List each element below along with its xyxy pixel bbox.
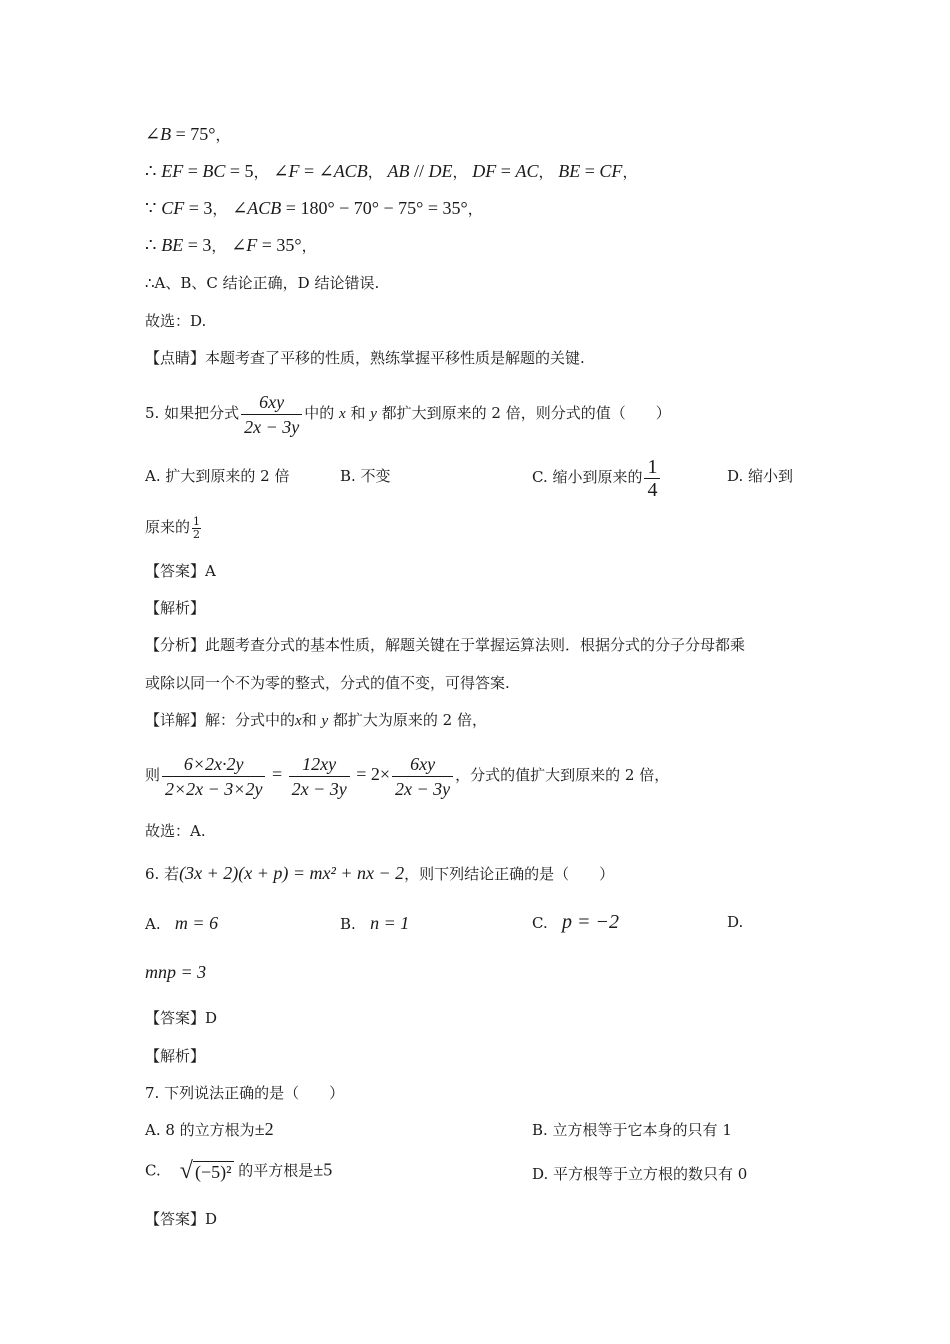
- question-6-stem: 6. 若(3x + 2)(x + p) = mx² + nx − 2，则下列结论正确的是（ ）: [145, 863, 615, 883]
- question-5-stem: 5. 如果把分式 $\frac{6xy}{2x - 3y}$ 中的 x 和 y 都扩大到原来的 2 倍，则分式的值（ ）: [145, 391, 671, 437]
- q6-option-a: A. m = 6: [145, 913, 219, 933]
- fraction-derivation-2: $\frac{12xy}{2x - 3y}$: [289, 752, 350, 801]
- q5-derivation: 则 $\frac{6\times 2x\cdot 2y}{2\times 2x - 3\times 2y}$ = $\frac{12xy}{2x - 3y}$ = 2× $\frac{6xy}{2x - 3y}$ ，分式的值扩大到原来的 2 倍，: [145, 753, 670, 799]
- q7-option-c: C. √ (−5)² 的平方根是±5: [145, 1158, 333, 1184]
- q5-fenxi-line-2: 或除以同一个不为零的整式，分式的值不变，可得答案.: [145, 674, 510, 692]
- fraction-derivation-3: $\frac{6xy}{2x - 3y}$: [392, 752, 453, 801]
- q6-option-d-value: mnp = 3: [145, 962, 207, 982]
- q5-xiangjie: 【详解】解：分式中的x和 y 都扩大为原来的 2 倍，: [145, 711, 487, 729]
- q5-option-b: B. 不变: [340, 467, 391, 485]
- q5-answer: 【答案】A: [145, 562, 216, 580]
- q5-fenxi-line-1: 【分析】此题考查分式的基本性质，解题关键在于掌握运算法则．根据分式的分子分母都乘: [145, 636, 746, 654]
- q7-answer: 【答案】D: [145, 1210, 218, 1228]
- q5-option-d-cont: 原来的 $\frac{1}{2}$: [145, 514, 201, 541]
- q6-option-b: B. n = 1: [340, 913, 410, 933]
- fraction-6xy: $\frac{6xy}{2x - 3y}$: [241, 390, 302, 439]
- line-because-cf: ∵ CF = 3， ∠ACB = 180° − 70° − 75° = 35°，: [145, 198, 483, 218]
- q7-option-d: D. 平方根等于立方根的数只有 0: [532, 1165, 748, 1183]
- q5-analysis-heading: 【解析】: [145, 599, 206, 617]
- q6-analysis-heading: 【解析】: [145, 1047, 206, 1065]
- q5-option-a: A. 扩大到原来的 2 倍: [145, 467, 290, 485]
- line-therefore-ef: ∴ EF = BC = 5， ∠F = ∠ACB， AB // DE， DF = AC， BE = CF，: [145, 161, 638, 181]
- q6-option-c: C. p = −2: [532, 911, 620, 933]
- q6-option-d: D.: [727, 913, 744, 931]
- choose-text: 故选：D.: [145, 312, 207, 330]
- question-7-stem: 7. 下列说法正确的是（ ）: [145, 1084, 345, 1102]
- q5-option-c: C. 缩小到原来的 $\frac{1}{4}$: [532, 452, 662, 502]
- q7-option-b: B. 立方根等于它本身的只有 1: [532, 1121, 732, 1139]
- q6-answer: 【答案】D: [145, 1009, 218, 1027]
- q7-option-a: A. 8 的立方根为±2: [145, 1119, 274, 1139]
- line-therefore-be: ∴ BE = 3， ∠F = 35°，: [145, 235, 317, 255]
- q5-option-d: D. 缩小到: [727, 467, 794, 485]
- square-root: √ (−5)²: [179, 1158, 232, 1184]
- q5-choose: 故选：A.: [145, 822, 206, 840]
- fraction-derivation-1: $\frac{6\times 2x\cdot 2y}{2\times 2x - 3\times 2y}$: [162, 752, 265, 801]
- conclusion-text: ∴A、B、C 结论正确，D 结论错误.: [145, 274, 380, 292]
- dianjing-text: 【点睛】本题考查了平移的性质，熟练掌握平移性质是解题的关键.: [145, 349, 585, 367]
- line-angle-b: ∠B = 75°，: [145, 124, 231, 144]
